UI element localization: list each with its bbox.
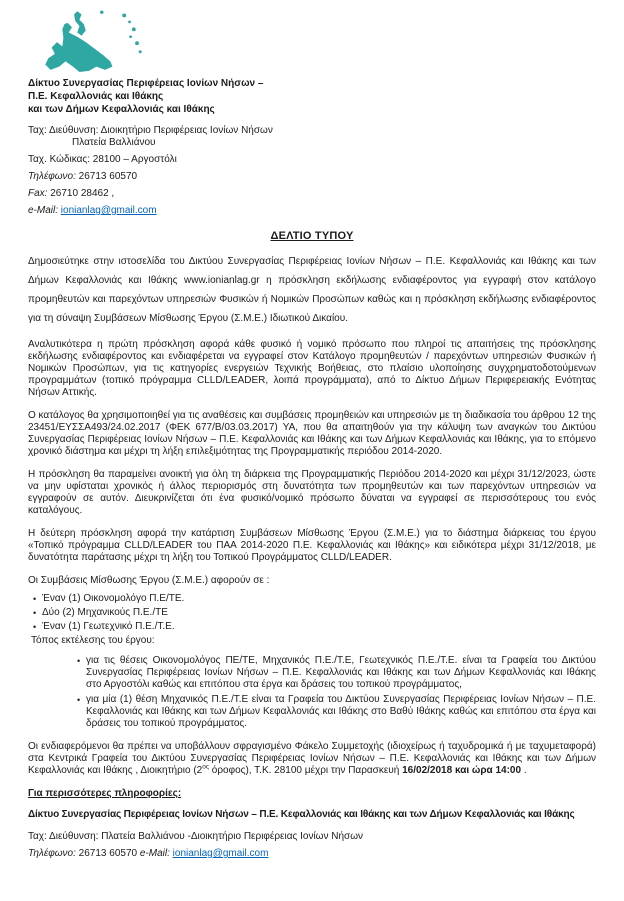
bullet-icon: • [33, 608, 37, 618]
fax-label: Fax: [28, 188, 48, 199]
footer-org-name: Δίκτυο Συνεργασίας Περιφέρειας Ιονίων Νήσων – Π.Ε. Κεφαλλονιάς και Ιθάκης και των Δήμων Κεφαλλονιάς και Ιθάκης [28, 809, 575, 820]
org-logo [30, 8, 596, 72]
location-vathy-ithaca: για μία (1) θέση Μηχανικός Π.Ε./Τ.Ε είναι τα Γραφεία του Δικτύου Συνεργασίας Περιφέρειας Ιονίων Νήσων – Π.Ε. Κεφαλλονιάς και Ιθάκης και των Δήμων Κεφαλλονιάς και Ιθάκης στο Βαθύ Ιθάκης καθώς και επιτόπου στα έργα και δράσεις του τοπικού προγράμματος. [86, 694, 596, 729]
postal-code: Ταχ. Κώδικας: 28100 – Αργοστόλι [28, 154, 177, 165]
paragraph-submission [28, 741, 596, 777]
footer-email-link[interactable]: ionianlag@gmail.com [172, 848, 269, 859]
paragraph-published: Δημοσιεύτηκε στην ιστοσελίδα του Δικτύου Συνεργασίας Περιφέρειας Ιονίων Νήσων – Π.Ε. Κεφαλλονιάς και Ιθάκης και των Δήμων Κεφαλλονιάς και Ιθάκης www.ionianlag.gr η πρόσκληση εκδήλωσης ενδιαφέροντος για εγγραφή στον κατάλογο προμηθευτών και παρεχόντων υπηρεσιών Φυσικών ή Νομικών Προσώπων καθώς και η πρόσκληση εκδήλωσης ενδιαφέροντος για τη σύναψη Συμβάσεων Μίσθωσης Έργου (Σ.Μ.Ε.) Ιδιωτικού Δικαίου. [28, 256, 596, 324]
footer-phone-label: Τηλέφωνο: [28, 848, 76, 859]
document-title: ΔΕΛΤΙΟ ΤΥΠΟΥ [270, 230, 354, 242]
org-name-line2: Π.Ε. Κεφαλλονιάς και Ιθάκης [28, 91, 164, 102]
email-label: e-Mail: [28, 205, 59, 216]
org-name-line1: Δίκτυο Συνεργασίας Περιφέρειας Ιονίων Νήσων – [28, 78, 264, 89]
footer-phone-value: 26713 60570 [78, 848, 138, 859]
phone-value: 26713 60570 [78, 171, 138, 182]
paragraph-catalog-use: Ο κατάλογος θα χρησιμοποιηθεί για τις αναθέσεις και συμβάσεις προμηθειών και υπηρεσιών με τη διαδικασία του άρθρου 12 της 23451/ΕΥΣΣΑ493/24.02.2017 (ΦΕΚ 677/Β/03.03.2017) ΥΑ, που θα απαιτηθούν για την κάλυψη των αναγκών του Δικτύου Συνεργασίας Περιφέρειας Ιονίων Νήσων – Π.Ε. Κεφαλλονιάς και Ιθάκης και των Δήμων Κεφαλλονιάς και Ιθάκης, για το επόμενο χρονικό διάστημα και μέχρι τη λήξη επιλεξιμότητας της Προγραμματικής περιόδου 2014-2020. [28, 410, 596, 457]
location-heading: Τόπος εκτέλεσης του έργου: [31, 635, 155, 646]
postal-address [28, 125, 596, 149]
footer-email-label: e-Mail: [139, 848, 170, 859]
bullet-icon: • [77, 695, 81, 705]
email-link[interactable]: ionianlag@gmail.com [60, 205, 157, 216]
floor-ordinal-superscript: ος [202, 763, 209, 771]
submission-text: Οι ενδιαφερόμενοι θα πρέπει να υποβάλλουν σφραγισμένο Φάκελο Συμμετοχής (ιδιοχείρως ή ταχυδρομικά ή με ταχυμεταφορά) στα Κεντρικά Γραφεία του Δικτύου Συνεργασίας Περιφέρειας Ιονίων Νήσων – Π.Ε. Κεφαλλονιάς και Ιθάκης και των Δήμων Κεφαλλονιάς και Ιθάκης , Διοικητήριο (2 [28, 741, 596, 776]
org-name-block [28, 77, 596, 116]
sme-position-economist: Έναν (1) Οικονομολόγο Π.Ε/ΤΕ. [42, 593, 185, 604]
submission-text: . [521, 765, 527, 776]
sme-position-geotechnical: Έναν (1) Γεωτεχνικό Π.Ε./Τ.Ε. [42, 621, 175, 632]
list-item [72, 694, 596, 730]
list-item [72, 655, 596, 691]
fax-value: 26710 28462 , [50, 188, 115, 199]
kefalonia-ithaca-islands-icon [30, 8, 148, 72]
bullet-icon: • [33, 594, 37, 604]
list-item [28, 621, 596, 633]
list-item [28, 607, 596, 619]
more-info-heading: Για περισσότερες πληροφορίες: [28, 788, 182, 799]
bullet-icon: • [77, 656, 81, 666]
email-line [28, 205, 596, 217]
footer-address: Ταχ: Διεύθυνση: Πλατεία Βαλλιάνου -Διοικητήριο Περιφέρειας Ιονίων Νήσων [28, 831, 364, 842]
sme-position-engineers: Δύο (2) Μηχανικούς Π.Ε./ΤΕ [42, 607, 168, 618]
paragraph-second-call: Η δεύτερη πρόσκληση αφορά την κατάρτιση Συμβάσεων Μίσθωσης Έργου (Σ.Μ.Ε.) για το διάστημα διάρκειας του έργου «Τοπικό πρόγραμμα CLLD/LEADER του ΠΑΑ 2014-2020 Π.Ε. Κεφαλλονιάς και Ιθάκης» και ειδικότερα μέχρι 31/12/2018, με δυνατότητα παράτασης μέχρι τη λήξη του Τοπικού Προγράμματος CLLD/LEADER. [28, 528, 596, 563]
contact-block [28, 125, 596, 217]
paragraph-sme-intro: Οι Συμβάσεις Μίσθωσης Έργου (Σ.Μ.Ε.) αφορούν σε : [28, 575, 270, 586]
footer-contact-line [28, 848, 596, 860]
paragraph-open-until: Η πρόσκληση θα παραμείνει ανοικτή για όλη τη διάρκεια της Προγραμματικής Περιόδου 2014-2020 και μέχρι 31/12/2023, ώστε να μην υφίσταται χρονικός ή άλλος περιορισμός στη δυνατότητα των προμηθευτών και των παρεχόντων υπηρεσιών να εγγραφούν σε αυτόν. Διευκρινίζεται ότι ένα φυσικό/νομικό πρόσωπο δύναται να εγγραφεί σε περισσότερους του ενός καταλόγους. [28, 469, 596, 516]
address-line2: Πλατεία Βαλλιάνου [72, 137, 156, 148]
address-line1: Ταχ: Διεύθυνση: Διοικητήριο Περιφέρειας Ιονίων Νήσων [28, 125, 273, 136]
fax-line [28, 188, 596, 200]
location-argostoli: για τις θέσεις Οικονομολόγος ΠΕ/ΤΕ, Μηχανικός Π.Ε./Τ.Ε, Γεωτεχνικός Π.Ε./Τ.Ε. είναι τα Γραφεία του Δικτύου Συνεργασίας Περιφέρειας Ιονίων Νήσων – Π.Ε. Κεφαλλονιάς και Ιθάκης και των Δήμων Κεφαλλονιάς και Ιθάκης στο Αργοστόλι καθώς και επιτόπου στα έργα και δράσεις του τοπικού προγράμματος, [86, 655, 596, 690]
work-location-list [28, 655, 596, 730]
sme-positions-list [28, 593, 596, 633]
phone-line [28, 171, 596, 183]
submission-text: όροφος), Τ.Κ. 28100 μέχρι την Παρασκευή [209, 765, 403, 776]
paragraph-first-call: Αναλυτικότερα η πρώτη πρόσκληση αφορά κάθε φυσικό ή νομικό πρόσωπο που πληροί τις απαιτήσεις της πρόσκλησης εκδήλωσης ενδιαφέροντος και ενδιαφέρεται να εγγραφεί στον Κατάλογο προμηθευτών / παρεχόντων υπηρεσιών Φυσικών ή Νομικών Προσώπων, για τις κατηγορίες ενεργειών Τεχνικής Βοήθειας, στο πλαίσιο υλοποίησης συγχρηματοδοτούμενων προγραμμάτων (τοπικό πρόγραμμα CLLD/LEADER, λοιπά προγράμματα), από το Δίκτυο Δήμων Περιφερειακής Ενότητας Νήσων Αττικής. [28, 339, 596, 398]
phone-label: Τηλέφωνο: [28, 171, 76, 182]
submission-deadline: 16/02/2018 και ώρα 14:00 [402, 765, 522, 776]
list-item [28, 593, 596, 605]
org-name-line3: και των Δήμων Κεφαλλονιάς και Ιθάκης [28, 104, 215, 115]
bullet-icon: • [33, 622, 37, 632]
